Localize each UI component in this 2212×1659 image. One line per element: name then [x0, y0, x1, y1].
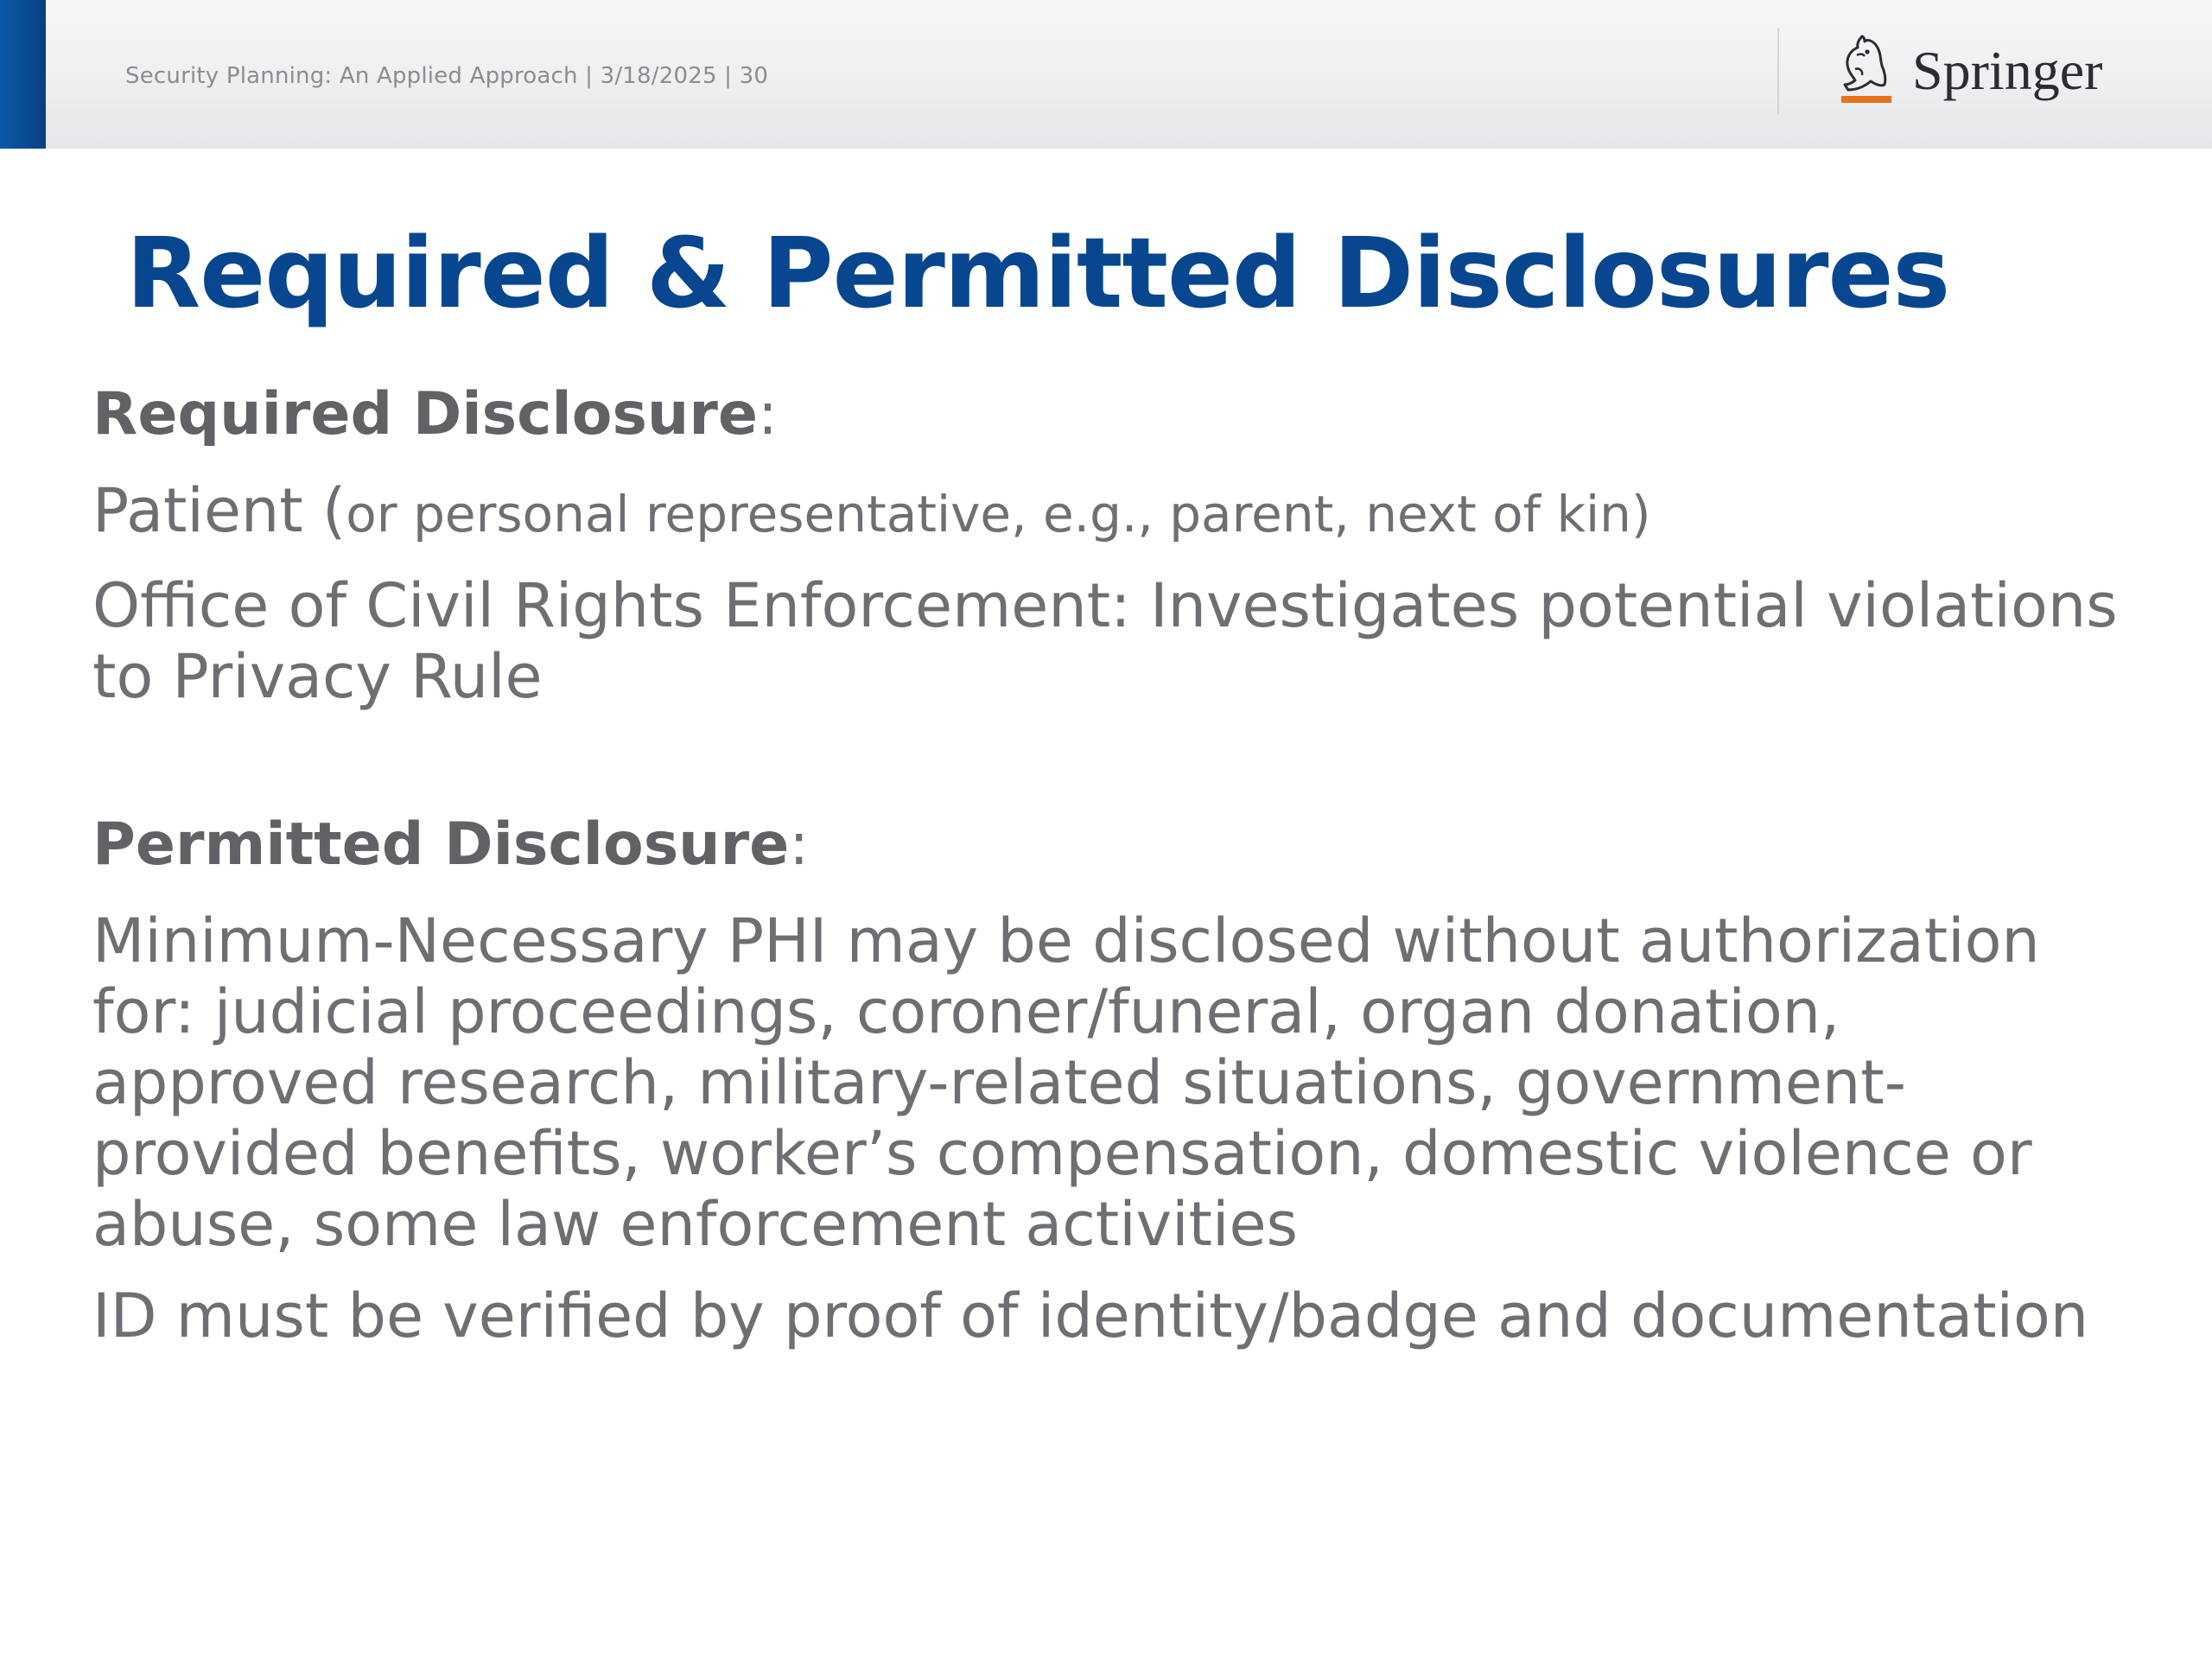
header-divider — [1777, 28, 1779, 114]
permitted-disclosure-heading — [92, 809, 2132, 881]
required-heading-colon: : — [757, 380, 778, 448]
phi-line: approved research, military-related situations, government- — [92, 1047, 1906, 1118]
ocr-line: Office of Civil Rights Enforcement: Investigates potential violations — [92, 570, 2118, 641]
header-accent-bar — [0, 0, 46, 149]
header-info: Security Planning: An Applied Approach | 3/18/2025 | 30 — [125, 63, 769, 89]
required-disclosure-heading — [92, 378, 2132, 451]
section-spacer — [92, 733, 2132, 809]
ocr-item — [92, 570, 2132, 712]
patient-detail: or personal representative, e.g., parent, next of kin) — [346, 485, 1651, 543]
required-heading-text: Required Disclosure — [92, 380, 758, 448]
slide-title: Required & Permitted Disclosures — [126, 218, 1950, 330]
ocr-line: to Privacy Rule — [92, 641, 543, 712]
phi-item — [92, 906, 2132, 1260]
permitted-heading-text: Permitted Disclosure — [92, 810, 790, 879]
springer-horse-icon — [1836, 31, 1897, 109]
springer-wordmark: Springer — [1912, 40, 2103, 101]
patient-item — [92, 475, 2132, 550]
phi-line: Minimum-Necessary PHI may be disclosed without authorization — [92, 906, 2040, 976]
springer-logo — [1836, 31, 2130, 113]
permitted-heading-colon: : — [789, 810, 810, 879]
phi-line: abuse, some law enforcement activities — [92, 1189, 1298, 1260]
patient-lead: Patient ( — [92, 475, 346, 546]
phi-line: for: judicial proceedings, coroner/funeral, organ donation, — [92, 976, 1840, 1047]
slide-body — [92, 378, 2132, 1372]
phi-line: provided benefits, worker’s compensation, domestic violence or — [92, 1118, 2032, 1189]
slide-header — [0, 0, 2212, 149]
id-verification-item: ID must be verified by proof of identity/badge and documentation — [92, 1281, 2089, 1351]
